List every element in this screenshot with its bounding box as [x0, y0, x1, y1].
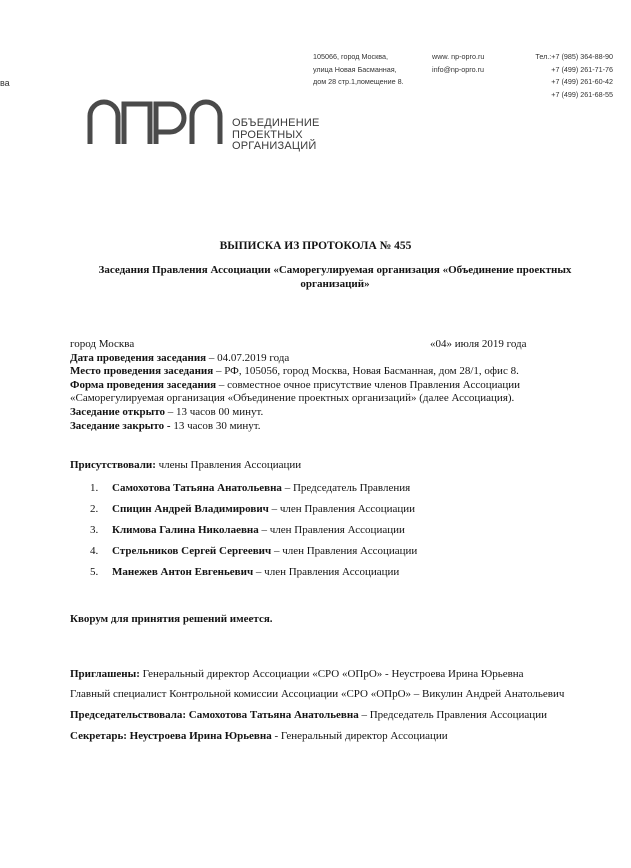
email-link[interactable]: info@np-opro.ru: [432, 64, 485, 74]
member-item: [90, 566, 399, 578]
header-address: [313, 51, 404, 89]
phone-line: +7 (499) 261-68-55: [551, 89, 613, 99]
present-line: [70, 459, 301, 472]
logo-name-line: ОБЪЕДИНЕНИЕ: [232, 117, 320, 129]
meeting-date-value: – 04.07.2019 года: [206, 352, 290, 364]
present-value: члены Правления Ассоциации: [155, 459, 302, 471]
closed-label: Заседание закрыто -: [70, 420, 171, 432]
closed-value: 13 часов 30 минут.: [170, 420, 261, 432]
header-phones: [503, 51, 613, 101]
logo-name-line: ПРОЕКТНЫХ: [232, 128, 303, 141]
city: город Москва: [70, 338, 135, 350]
opened-label: Заседание открыто: [70, 406, 165, 418]
chair-value: – Председатель Правления Ассоциации: [358, 709, 547, 721]
member-role: – член Правления Ассоциации: [271, 545, 418, 557]
document-title: ВЫПИСКА ИЗ ПРОТОКОЛА № 455: [219, 240, 412, 252]
form-value: – совместное очное присутствие членов Правления Ассоциации: [216, 379, 521, 391]
phone-line: +7 (499) 261-60-42: [551, 77, 613, 86]
quorum-statement: Кворум для принятия решений имеется.: [70, 613, 273, 625]
invited-line-2: Главный специалист Контрольной комиссии Ассоциации «СРО «ОПрО» – Викулин Андрей Анатольевич: [70, 688, 565, 700]
present-label: Присутствовали:: [70, 459, 156, 471]
member-name: Стрельников Сергей Сергеевич: [112, 545, 272, 557]
header-web: [432, 51, 484, 76]
phone-line: +7 (499) 261-71-76: [551, 64, 613, 74]
member-role: – Председатель Правления: [281, 482, 411, 494]
member-item: [90, 524, 405, 536]
opro-logo-icon: [86, 98, 226, 150]
member-name: Манежев Антон Евгеньевич: [112, 566, 254, 578]
logo-organization-name: [232, 118, 319, 153]
member-role: – член Правления Ассоциации: [268, 503, 416, 515]
address-line: 105066, город Москва,: [313, 52, 389, 61]
invited-value: Генеральный директор Ассоциации «СРО «ОПрО» - Неустроева Ирина Юрьевна: [139, 668, 524, 680]
member-name: Самохотова Татьяна Анатольевна: [112, 482, 282, 494]
form-label: Форма проведения заседания: [70, 379, 217, 391]
closed-line: [70, 420, 261, 433]
place-value: – РФ, 105056, город Москва, Новая Басманная, дом 28/1, офис 8.: [213, 365, 519, 377]
website-link[interactable]: www. np-opro.ru: [432, 52, 485, 61]
member-role: – член Правления Ассоциации: [253, 566, 400, 578]
member-item: [90, 545, 417, 557]
member-number: 5.: [90, 566, 99, 578]
secretary-line: [70, 730, 448, 743]
page-edge-fragment: ва: [0, 78, 10, 88]
secretary-value: - Генеральный директор Ассоциации: [271, 730, 448, 742]
meeting-date-line: [70, 352, 289, 365]
meeting-form-line: [70, 379, 520, 392]
invited-line: [70, 668, 524, 681]
opened-line: [70, 406, 263, 419]
invited-label: Приглашены:: [70, 668, 140, 680]
meeting-place-line: [70, 365, 519, 378]
phone-line: Тел.:+7 (985) 364-88-90: [535, 52, 613, 61]
document-subtitle: Заседания Правления Ассоциации «Саморегулируемая организация «Объединение проектных организаций»: [98, 264, 572, 290]
member-name: Спицин Андрей Владимирович: [112, 503, 269, 515]
secretary-label: Секретарь: Неустроева Ирина Юрьевна: [70, 730, 272, 742]
opened-value: – 13 часов 00 минут.: [165, 406, 264, 418]
member-number: 2.: [90, 503, 99, 515]
address-line: улица Новая Басманная,: [313, 64, 397, 74]
meeting-form-continuation: «Саморегулируемая организация «Объединение проектных организаций» (далее Ассоциация).: [70, 392, 515, 404]
protocol-date: «04» июля 2019 года: [430, 338, 527, 350]
chair-line: [70, 709, 547, 722]
address-line: дом 28 стр.1,помещение 8.: [313, 77, 404, 86]
place-label: Место проведения заседания: [70, 365, 214, 377]
member-number: 4.: [90, 545, 99, 557]
member-name: Климова Галина Николаевна: [112, 524, 259, 536]
member-item: [90, 503, 415, 515]
member-number: 3.: [90, 524, 99, 536]
member-number: 1.: [90, 482, 99, 494]
logo-name-line: ОРГАНИЗАЦИЙ: [232, 140, 317, 152]
meeting-date-label: Дата проведения заседания: [70, 352, 207, 364]
member-item: [90, 482, 410, 494]
chair-label: Председательствовала: Самохотова Татьяна Анатольевна: [70, 709, 359, 721]
member-role: – член Правления Ассоциации: [258, 524, 405, 536]
